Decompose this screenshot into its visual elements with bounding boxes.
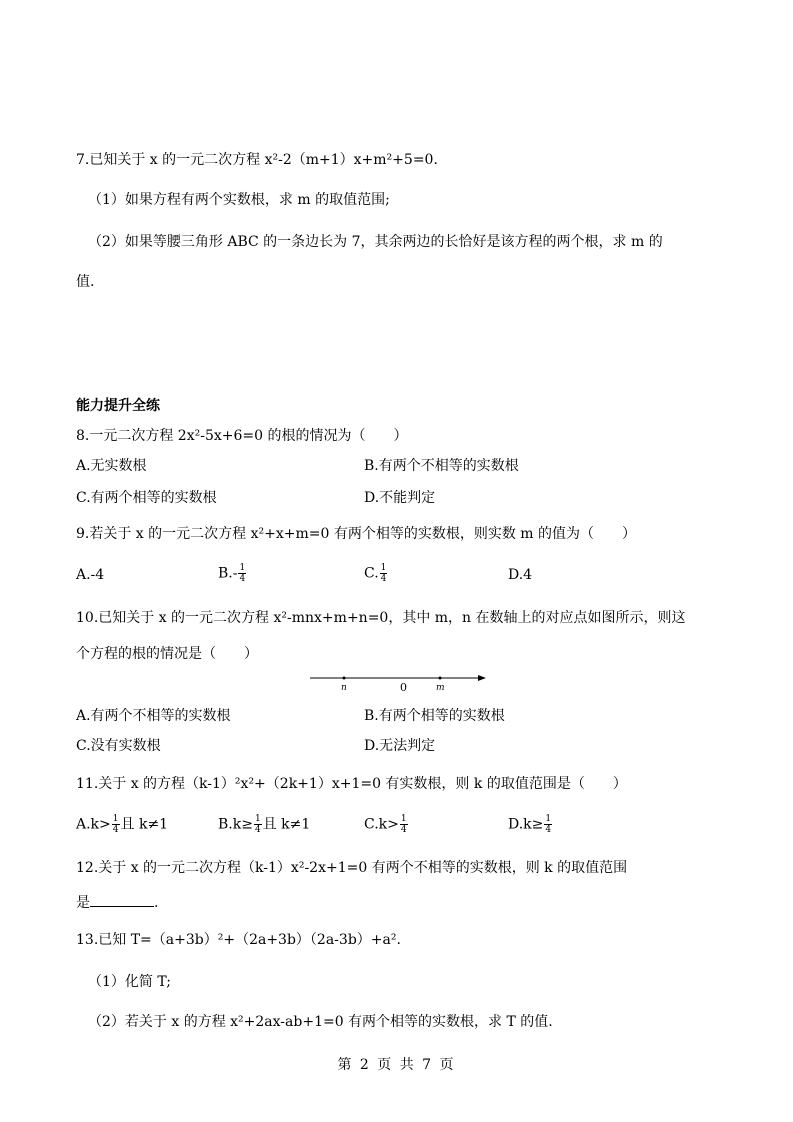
q7-part2-line1: （2）如果等腰三角形 ABC 的一条边长为 7，其余两边的长恰好是该方程的两个根，求 m 的 <box>88 234 663 250</box>
q7-part1: （1）如果方程有两个实数根，求 m 的取值范围; <box>88 192 390 208</box>
q9-option-a: A.-4 <box>76 567 105 583</box>
q10-stem-line2: 个方程的根的情况是（ ） <box>76 646 258 662</box>
q8-option-d: D.不能判定 <box>364 490 436 506</box>
q11-option-b: B.k≥ $\frac{1}{4}$ 且 k≠1 <box>218 814 311 835</box>
q11-option-a-fraction: $\frac{1}{4}$ <box>112 814 119 835</box>
q8-option-c: C.有两个相等的实数根 <box>76 490 217 506</box>
q9-option-c-prefix: C. <box>364 565 379 582</box>
q8-stem: 8.一元二次方程 2x²-5x+6=0 的根的情况为（ ） <box>76 428 408 444</box>
q8-option-a: A.无实数根 <box>76 458 147 474</box>
q13-part1: （1）化简 T; <box>88 974 171 990</box>
q9-option-c-fraction: $\frac{1}{4}$ <box>380 563 387 584</box>
q7-part2-line2: 值. <box>76 274 95 290</box>
q11-stem: 11.关于 x 的方程（k-1）²x²+（2k+1）x+1=0 有实数根，则 k 的取值范围是（ ） <box>76 776 627 792</box>
q7-stem: 7.已知关于 x 的一元二次方程 x²-2（m+1）x+m²+5=0. <box>76 152 438 168</box>
q11-option-a: A.k> $\frac{1}{4}$ 且 k≠1 <box>76 814 169 835</box>
q9-stem: 9.若关于 x 的一元二次方程 x²+x+m=0 有两个相等的实数根，则实数 m 的值为（ ） <box>76 526 637 542</box>
q10-option-a: A.有两个不相等的实数根 <box>76 708 231 724</box>
q10-option-d: D.无法判定 <box>364 738 436 754</box>
q12-answer-blank[interactable] <box>90 892 154 907</box>
q13-stem: 13.已知 T=（a+3b）²+（2a+3b）（2a-3b）+a². <box>76 932 401 948</box>
q11-option-b-fraction: $\frac{1}{4}$ <box>254 814 261 835</box>
q9-option-b <box>218 563 247 584</box>
q11-option-c: C.k> $\frac{1}{4}$ <box>364 814 407 835</box>
number-line-arrow <box>478 675 486 681</box>
section-heading: 能力提升全练 <box>76 398 160 414</box>
q9-option-b-fraction: $\frac{1}{4}$ <box>239 563 246 584</box>
number-line-figure <box>310 668 490 698</box>
q13-part2: （2）若关于 x 的方程 x²+2ax-ab+1=0 有两个相等的实数根，求 T 的值. <box>88 1014 553 1030</box>
q11-option-c-fraction: $\frac{1}{4}$ <box>400 814 407 835</box>
q11-option-d: D.k≥ $\frac{1}{4}$ <box>508 814 552 835</box>
q10-option-b: B.有两个相等的实数根 <box>364 708 505 724</box>
q9-option-c <box>364 563 388 584</box>
q9-option-d: D.4 <box>508 567 533 583</box>
point-m <box>439 677 442 680</box>
label-zero: 0 <box>400 681 407 694</box>
q12-stem-line2: 是 . <box>76 892 158 913</box>
q8-option-b: B.有两个不相等的实数根 <box>364 458 519 474</box>
page-footer: 第 2 页 共 7 页 <box>337 1057 456 1073</box>
q9-option-b-prefix: B.- <box>218 565 238 582</box>
point-n <box>343 677 346 680</box>
label-m: m <box>436 683 445 693</box>
q11-option-d-fraction: $\frac{1}{4}$ <box>545 814 552 835</box>
label-n: n <box>341 683 347 693</box>
q10-option-c: C.没有实数根 <box>76 738 161 754</box>
q10-stem-line1: 10.已知关于 x 的一元二次方程 x²-mnx+m+n=0，其中 m，n 在数轴上的对应点如图所示，则这 <box>76 610 686 626</box>
q12-stem-line1: 12.关于 x 的一元二次方程（k-1）x²-2x+1=0 有两个不相等的实数根，则 k 的取值范围 <box>76 860 628 876</box>
